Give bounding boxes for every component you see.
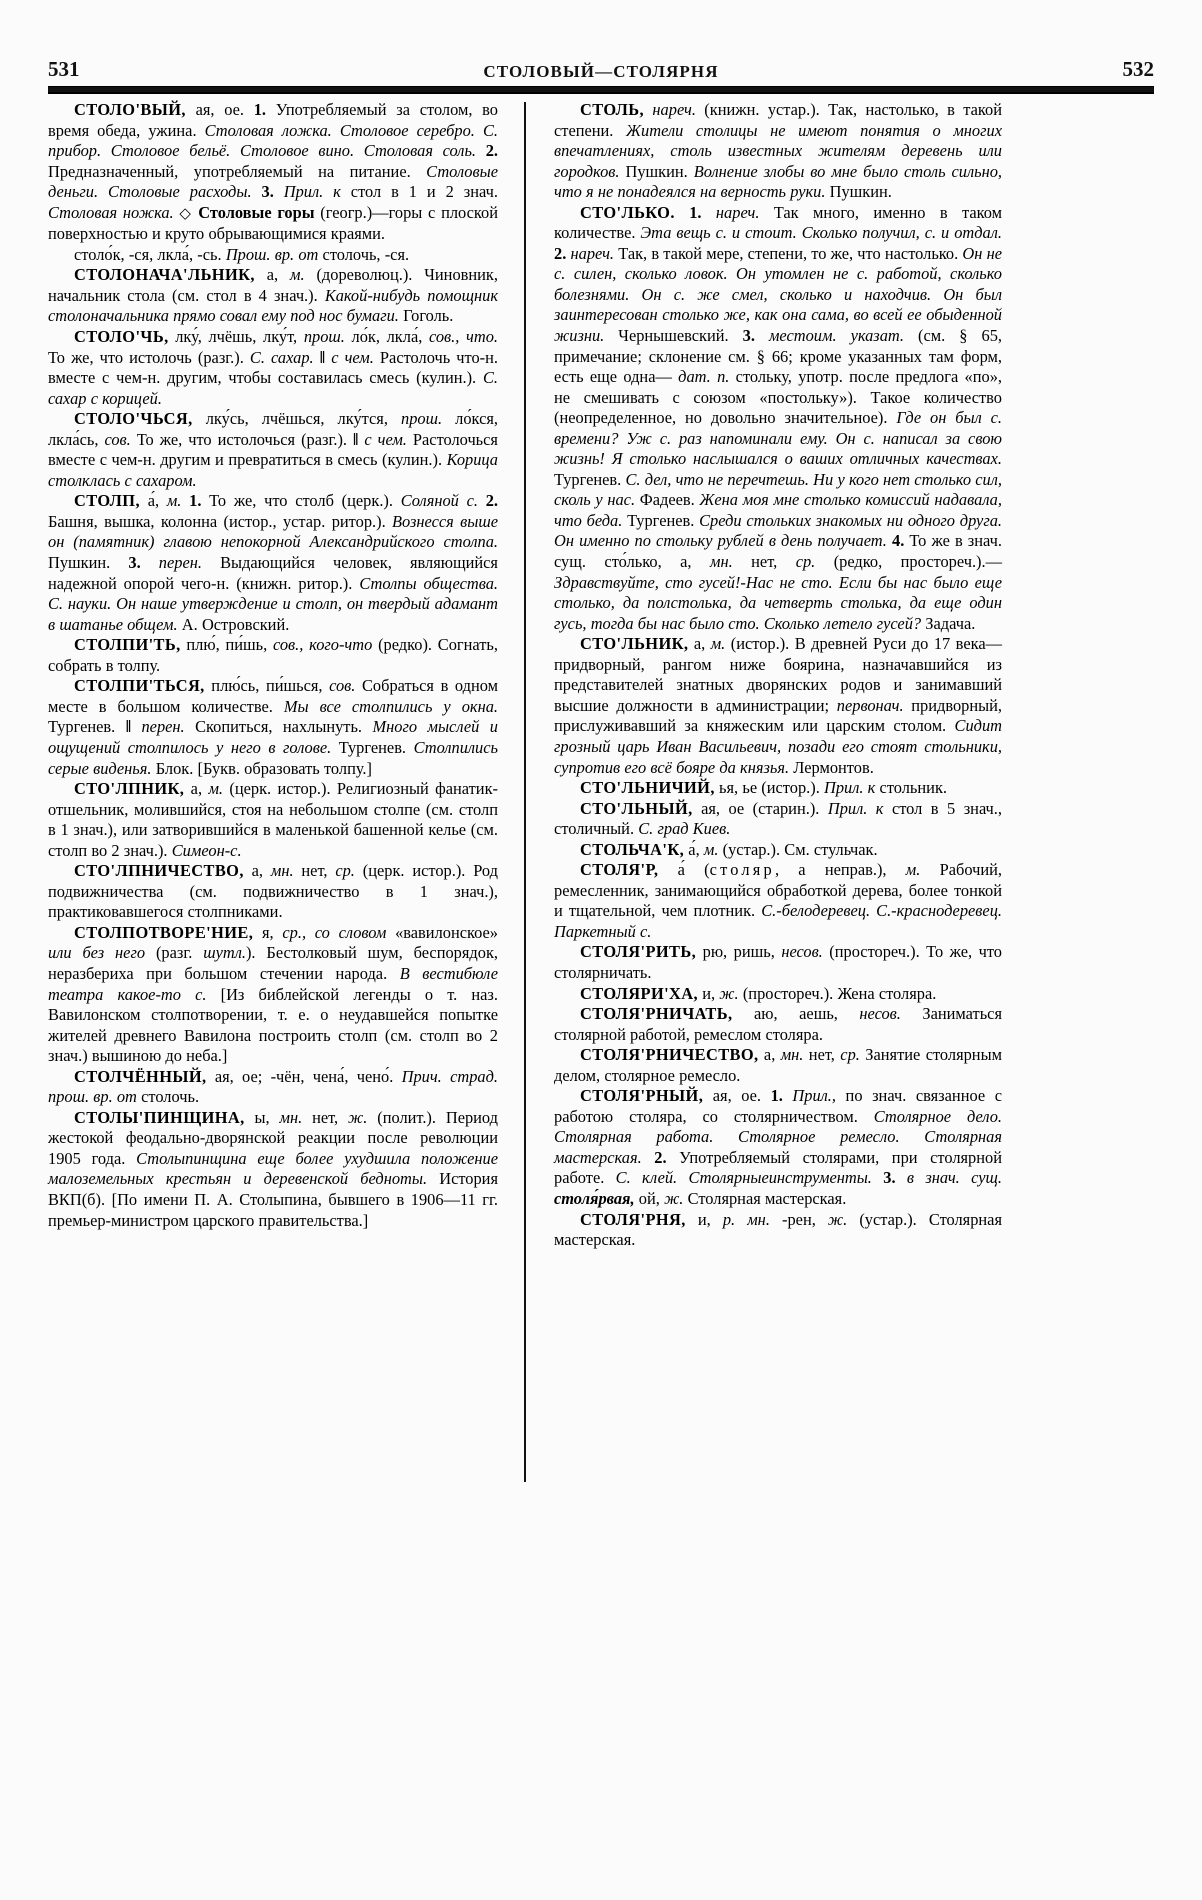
dictionary-entry: СТОЛЬЧА'К, а́, м. (устар.). См. стульчак. <box>580 839 878 859</box>
dictionary-entry: СТОЛЯ'Р, а́ (столяр, а неправ.), м. Рабочий, ремесленник, занимающийся обработкой дерева, более тонкой и тщательной, чем плотник. С.-белодеревец. С.-краснодеревец. Паркетный с. <box>554 860 1002 941</box>
dictionary-entry: СТО'ЛЬКО. 1. нареч. Так много, именно в таком количестве. Эта вещь с. и стоит. Сколько получил, с. и отдал. 2. нареч. Так, в такой мере, степени, то же, что настолько. Он не с. силен, сколько ловок. Он утомлен не с. работой, сколько болезнями. Он с. же смел, сколько и находчив. Он был заинтересован столько же, как она сама, во всей ее обыденной жизни. Чернышевский. 3. местоим. указат. (см. § 65, примечание; склонение см. § 66; кроме указанных там форм, есть еще одна— дат. п. стольку, употр. после предлога «по», не смешивать с союзом «постольку»). Такое количество (неопределенное, но довольно значительное). Где он был с. времени? Уж с. раз напоминали ему. Он с. написал за свою жизнь! Я столько наслышался о ваших отличных качествах. Тургенев. С. дел, что не перечтешь. Ни у кого нет столько сил, сколь у нас. Фадеев. Жена моя мне столько комиссий надавала, что беда. Тургенев. Среди стольких знакомых ни одного друга. Он именно по стольку рублей в день получает. 4. То же в знач. сущ. сто́лько, а, мн. нет, ср. (редко, простореч.).—Здравствуйте, сто гусей!-Нас не сто. Если бы нас было еще столько, да полстолька, да четверть столька, да еще один гусь, тогда бы нас было сто. Сколько летело гусей? Задача. <box>554 202 1003 633</box>
dictionary-entry: СТОЛЯ'РНИЧАТЬ, аю, аешь, несов. Заниматься столярной работой, ремеслом столяра. <box>554 1004 1002 1044</box>
dictionary-entry: СТОЛЯ'РИТЬ, рю, ришь, несов. (простореч.). То же, что столярничать. <box>554 942 1002 982</box>
dictionary-entry: СТОЛЯ'РНЫЙ, ая, ое. 1. Прил., по знач. связанное с работою столяра, со столярничеством. Столярное дело. Столярная работа. Столярное ремесло. Столярная мастерская. 2. Употребляемый столярами, при столярной работе. С. клей. Столярныеинструменты. 3. в знач. сущ. столя́рвая, ой, ж. Столярная мастерская. <box>554 1086 1002 1208</box>
dictionary-entry: СТОЛО'ЧЬСЯ, лку́сь, лчёшься, лку́тся, прош. ло́кся, лкла́сь, сов. То же, что истолочься (разг.). ‖ с чем. Растолочься вместе с чем-н. другим и превратиться в смесь (кулин.). Корица столклась с сахаром. <box>48 409 498 490</box>
dictionary-entry: СТОЛЬ, нареч. (книжн. устар.). Так, настолько, в такой степени. Жители столицы не имеют понятия о многих впечатлениях, столь известных жителям деревень или городков. Пушкин. Волнение злобы во мне было столь сильно, что я не понадеялся на верность руки. Пушкин. <box>554 100 1002 202</box>
dictionary-entry: столо́к, -ся, лкла́, -сь. Прош. вр. от столочь, -ся. <box>74 244 410 264</box>
dictionary-entry: СТОЛО'ВЫЙ, ая, ое. 1. Употребляемый за столом, во время обеда, ужина. Столовая ложка. Столовое серебро. С. прибор. Столовое бельё. Столовое вино. Столовая соль. 2. Предназначенный, употребляемый на питание. Столовые деньги. Столовые расходы. 3. Прил. к стол в 1 и 2 знач. Столовая ножка. ◇ Столовые горы (геогр.)—горы с плоской поверхностью и круто обрывающимися краями. <box>48 100 499 244</box>
dictionary-entry: СТОЛПОТВОРЕ'НИЕ, я, ср., со словом «вавилонское» или без него (разг. шутл.). Бестолковый шум, беспорядок, неразбериха при большом стечении народа. В вестибюле театра какое-то с. [Из библейской легенды о т. наз. Вавилонском столпотворении, т. е. о неудавшейся попытке жителей древнего Вавилона построить столп (см. столп во 2 знач.) вышиною до неба.] <box>48 922 499 1066</box>
dictionary-entry: СТОЛЯ'РНИЧЕСТВО, а, мн. нет, ср. Занятие столярным делом, столярное ремесло. <box>554 1045 1002 1085</box>
dictionary-entry: СТОЛПИ'ТЬСЯ, плю́сь, пи́шься, сов. Собраться в одном месте в большом количестве. Мы все столпились у окна. Тургенев. ‖ перен. Скопиться, нахлынуть. Много мыслей и ощущений столпилось у него в голове. Тургенев. Столпились серые виденья. Блок. [Букв. образовать толпу.] <box>48 676 499 778</box>
dictionary-entry: СТОЛЯ'РНЯ, и, р. мн. -рен, ж. (устар.). Столярная мастерская. <box>554 1209 1002 1250</box>
column-left <box>48 100 524 1852</box>
dictionary-entry: СТО'ЛЬНИК, а, м. (истор.). В древней Руси до 17 века—придворный, рангом ниже боярина, назначавшийся из представителей знатных дворянских родов и занимавший высшие должности в администрации; первонач. придворный, прислуживавший за княжеским или царским столом. Сидит грозный царь Иван Васильевич, позади его стоят стольники, супротив его всё бояре да князья. Лермонтов. <box>554 634 1002 777</box>
folio-left: 531 <box>48 57 80 81</box>
page-title: СТОЛОВЫЙ—СТОЛЯРНЯ <box>483 62 719 81</box>
dictionary-entry: СТОЛОНАЧА'ЛЬНИК, а, м. (дореволюц.). Чиновник, начальник стола (см. стол в 4 знач.). Какой-нибудь помощник столоначальника прямо совал ему под нос бумаги. Гоголь. <box>48 265 498 326</box>
running-head <box>48 46 1154 80</box>
header-divider-rule <box>48 86 1154 94</box>
dictionary-entry: СТО'ЛПНИЧЕСТВО, а, мн. нет, ср. (церк. истор.). Род подвижничества (см. подвижничество в 1 знач.), практиковавшегося столпниками. <box>48 861 498 922</box>
dictionary-entry: СТОЛП, а́, м. 1. То же, что столб (церк.). Соляной с. 2. Башня, вышка, колонна (истор., устар. ритор.). Вознесся выше он (памятник) главою непокорной Александрийского столпа. Пушкин. 3. перен. Выдающийся человек, являющийся надежной опорой чего-н. (книжн. ритор.). Столпы общества. С. науки. Он наше утверждение и столп, он твердый адамант в шатанье общем. А. Островский. <box>48 491 498 634</box>
text-columns <box>48 100 1154 1852</box>
dictionary-entry: СТОЛЯРИ'ХА, и, ж. (простореч.). Жена столяра. <box>580 983 937 1003</box>
dictionary-entry: СТОЛПИ'ТЬ, плю́, пи́шь, сов., кого-что (редко). Согнать, собрать в толпу. <box>48 635 498 675</box>
dictionary-entry: СТО'ЛПНИК, а, м. (церк. истор.). Религиозный фанатик-отшельник, молившийся, стоя на небольшом столпе (см. столп в 1 знач.), или затворившийся в маленькой башенной келье (см. столп во 2 знач.). Симеон-с. <box>48 779 498 860</box>
column-right <box>526 100 1002 1852</box>
dictionary-entry: СТОЛО'ЧЬ, лку́, лчёшь, лку́т, прош. ло́к, лкла́, сов., что. То же, что истолочь (разг.). С. сахар. ‖ с чем. Растолочь что-н. вместе с чем-н. другим, чтобы составилась смесь (кулин.). С. сахар с корицей. <box>48 327 499 408</box>
dictionary-entry: СТО'ЛЬНЫЙ, ая, ое (старин.). Прил. к стол в 5 знач., столичный. С. град Киев. <box>554 798 1002 839</box>
dictionary-entry: СТО'ЛЬНИЧИЙ, ья, ье (истор.). Прил. к стольник. <box>580 778 948 798</box>
dictionary-entry: СТОЛЫ'ПИНЩИНА, ы, мн. нет, ж. (полит.). Период жестокой феодально-дворянской реакции после революции 1905 года. Столыпинщина еще более ухудшила положение малоземельных крестьян и деревенской бедноты. История ВКП(б). [По имени П. А. Столыпина, бывшего в 1906—11 гг. премьер-министром царского правительства.] <box>48 1107 498 1230</box>
dictionary-entry: СТОЛЧЁННЫЙ, ая, ое; -чён, чена́, чено́. Прич. страд. прош. вр. от столочь. <box>48 1066 498 1107</box>
folio-right: 532 <box>1122 57 1154 81</box>
